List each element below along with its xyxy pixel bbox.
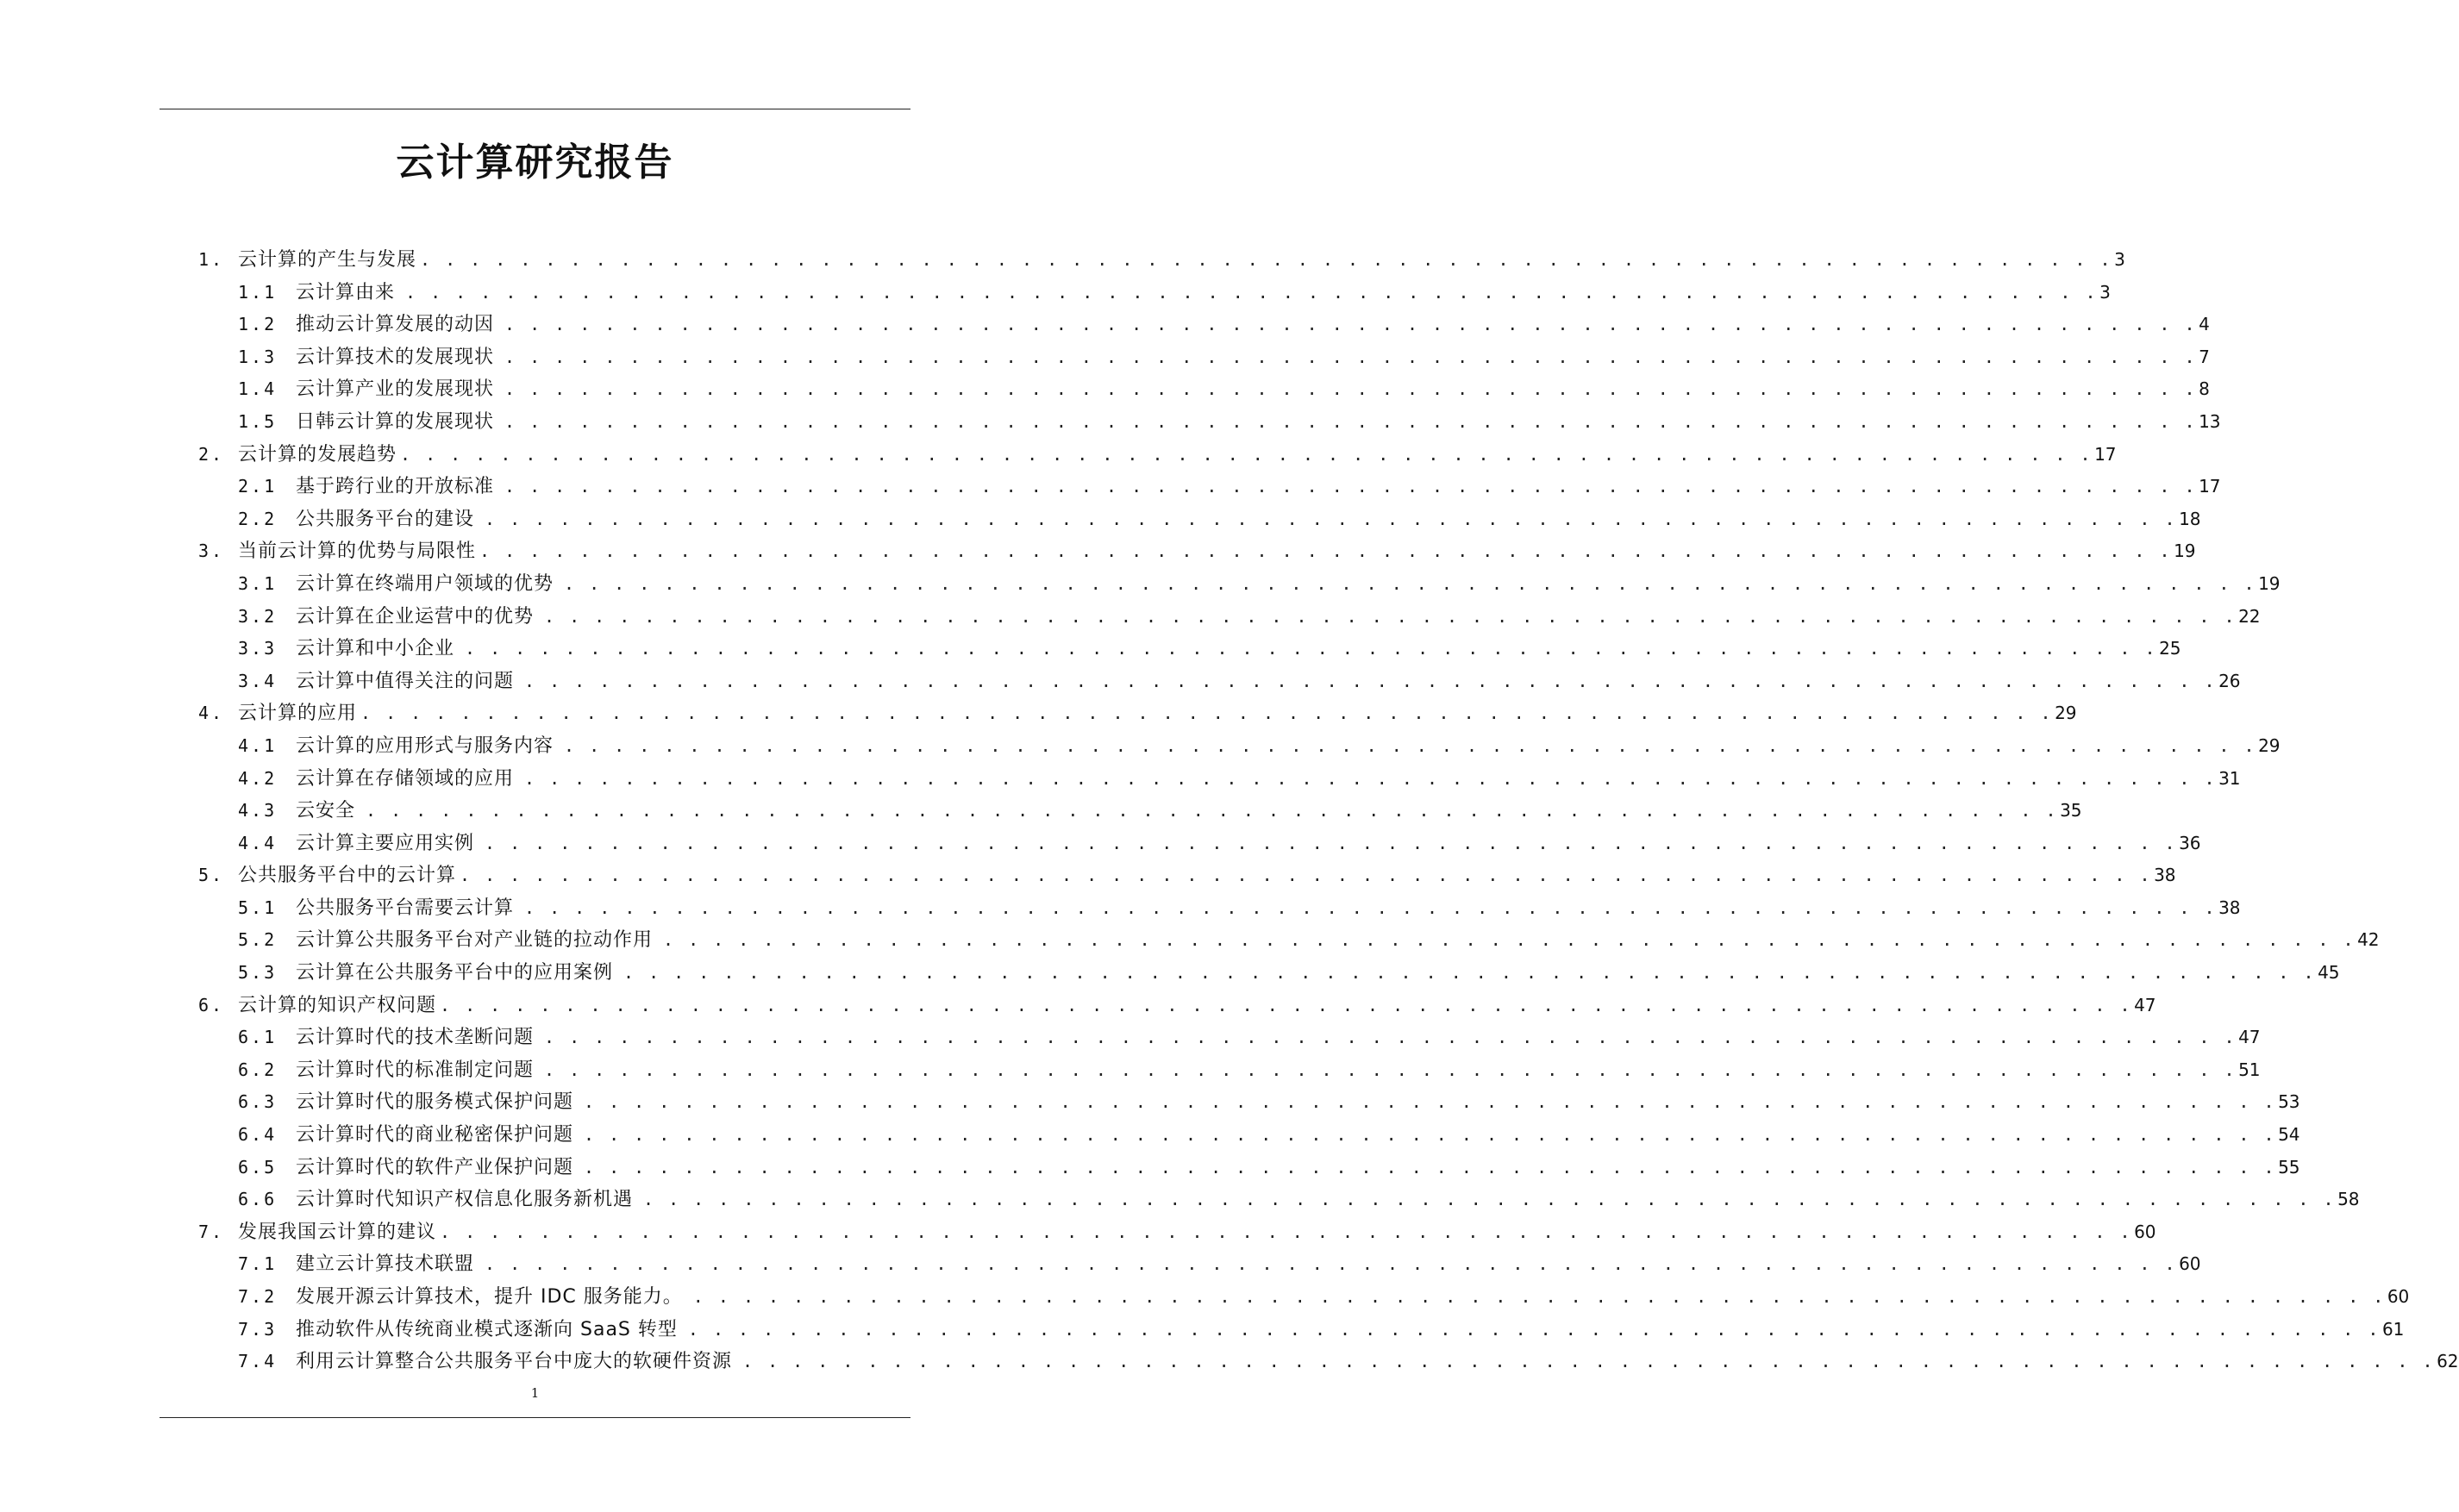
toc-entry-number: 1.3 xyxy=(238,346,278,367)
toc-dot-leader: . . . . . . . . . . . . . . . . . . . . . . . . . . . . . . . . . . . . . . . . . . . . . . . . . . . . . . . . . . . . . . . . . . . . xyxy=(584,1156,2277,1178)
toc-dot-leader: . . . . . . . . . . . . . . . . . . . . . . . . . . . . . . . . . . . . . . . . . . . . . . . . . . . . . . . . . . . . . . . . . . . . xyxy=(643,1189,2337,1210)
toc-section-entry[interactable] xyxy=(198,1022,2261,1054)
toc-entry-page: 17 xyxy=(2094,443,2117,465)
toc-section-entry[interactable] xyxy=(198,1054,2261,1087)
toc-entry-page: 26 xyxy=(2218,670,2241,691)
toc-entry-number: 4.2 xyxy=(238,767,278,789)
toc-entry-page: 22 xyxy=(2238,605,2261,627)
toc-entry-page: 61 xyxy=(2381,1318,2405,1340)
toc-entry-number: 5.1 xyxy=(238,897,278,918)
toc-entry-number: 4.3 xyxy=(238,800,278,822)
toc-entry-page: 25 xyxy=(2159,638,2181,659)
toc-entry-title: 发展开源云计算技术，提升 IDC 服务能力。 xyxy=(296,1286,683,1308)
toc-dot-leader: . . . . . . . . . . . . . . . . . . . . . . . . . . . . . . . . . . . . . . . . . . . . . . . . . . . . . . . . . . . . . . . . . . . . xyxy=(663,929,2356,951)
document-title: 云计算研究报告 xyxy=(396,141,674,184)
toc-entry-number: 6.3 xyxy=(238,1091,278,1113)
toc-entry-number: 4.1 xyxy=(238,734,278,756)
toc-section-entry[interactable] xyxy=(198,1184,2360,1216)
toc-entry-number: 4.4 xyxy=(238,832,278,853)
toc-entry-title: 云计算技术的发展现状 xyxy=(296,346,495,368)
toc-entry-title: 云计算在企业运营中的优势 xyxy=(296,605,535,628)
toc-dot-leader: . . . . . . . . . . . . . . . . . . . . . . . . . . . . . . . . . . . . . . . . . . . . . . . . . . . . . . . . . . . . . . . . . . . . xyxy=(564,572,2257,594)
toc-entry-page: 3 xyxy=(2114,249,2125,270)
toc-entry-number: 6. xyxy=(198,994,225,1015)
toc-entry-number: 7. xyxy=(198,1221,225,1242)
toc-chapter-entry[interactable] xyxy=(198,697,2077,730)
toc-section-entry[interactable] xyxy=(198,1346,2459,1378)
toc-section-entry[interactable] xyxy=(198,373,2210,406)
toc-entry-number: 1.1 xyxy=(238,281,278,303)
toc-entry-page: 53 xyxy=(2278,1091,2300,1113)
toc-section-entry[interactable] xyxy=(198,828,2201,860)
toc-section-entry[interactable] xyxy=(198,665,2241,698)
toc-entry-title: 云计算主要应用实例 xyxy=(296,832,475,854)
toc-section-entry[interactable] xyxy=(198,503,2201,536)
toc-chapter-entry[interactable] xyxy=(198,859,2176,892)
toc-dot-leader: . . . . . . . . . . . . . . . . . . . . . . . . . . . . . . . . . . . . . . . . . . . . . . . . . . . . . . . . . . . . . . . . . . . . xyxy=(623,962,2317,984)
toc-entry-number: 2. xyxy=(198,443,225,465)
toc-entry-title: 发展我国云计算的建议 xyxy=(238,1221,437,1243)
toc-entry-page: 47 xyxy=(2134,994,2156,1015)
toc-entry-title: 云计算由来 xyxy=(296,281,396,303)
toc-entry-title: 云计算产业的发展现状 xyxy=(296,378,495,401)
toc-entry-title: 云计算时代的软件产业保护问题 xyxy=(296,1156,574,1178)
toc-entry-title: 云计算时代知识产权信息化服务新机遇 xyxy=(296,1189,634,1211)
toc-dot-leader: . . . . . . . . . . . . . . . . . . . . . . . . . . . . . . . . . . . . . . . . . . . . . . . . . . . . . . . . . . . . . . . . . . . . xyxy=(692,1286,2386,1307)
toc-dot-leader: . . . . . . . . . . . . . . . . . . . . . . . . . . . . . . . . . . . . . . . . . . . . . . . . . . . . . . . . . . . . . . . . . . . . xyxy=(400,443,2093,465)
toc-entry-page: 54 xyxy=(2278,1124,2300,1146)
toc-entry-number: 5. xyxy=(198,865,225,886)
toc-entry-title: 云计算时代的技术垄断问题 xyxy=(296,1027,535,1049)
toc-entry-page: 31 xyxy=(2218,767,2241,789)
toc-entry-title: 日韩云计算的发展现状 xyxy=(296,410,495,433)
toc-entry-number: 3.3 xyxy=(238,638,278,659)
toc-entry-number: 3.4 xyxy=(238,670,278,691)
toc-entry-title: 云安全 xyxy=(296,800,356,822)
toc-entry-title: 云计算在公共服务平台中的应用案例 xyxy=(296,962,614,984)
toc-dot-leader: . . . . . . . . . . . . . . . . . . . . . . . . . . . . . . . . . . . . . . . . . . . . . . . . . . . . . . . . . . . . . . . . . . . . xyxy=(584,1091,2277,1113)
toc-entry-page: 35 xyxy=(2060,800,2082,822)
toc-dot-leader: . . . . . . . . . . . . . . . . . . . . . . . . . . . . . . . . . . . . . . . . . . . . . . . . . . . . . . . . . . . . . . . . . . . . xyxy=(479,540,2173,562)
footer-rule xyxy=(160,1417,910,1418)
toc-entry-title: 云计算和中小企业 xyxy=(296,638,455,660)
toc-section-entry[interactable] xyxy=(198,1248,2201,1281)
toc-entry-page: 60 xyxy=(2387,1286,2410,1307)
toc-dot-leader: . . . . . . . . . . . . . . . . . . . . . . . . . . . . . . . . . . . . . . . . . . . . . . . . . . . . . . . . . . . . . . . . . . . . xyxy=(420,249,2113,270)
toc-entry-number: 6.2 xyxy=(238,1059,278,1080)
toc-entry-page: 42 xyxy=(2357,929,2380,951)
toc-entry-number: 6.4 xyxy=(238,1124,278,1146)
toc-dot-leader: . . . . . . . . . . . . . . . . . . . . . . . . . . . . . . . . . . . . . . . . . . . . . . . . . . . . . . . . . . . . . . . . . . . . xyxy=(485,832,2178,853)
toc-dot-leader: . . . . . . . . . . . . . . . . . . . . . . . . . . . . . . . . . . . . . . . . . . . . . . . . . . . . . . . . . . . . . . . . . . . . xyxy=(504,346,2198,367)
toc-chapter-entry[interactable] xyxy=(198,1216,2156,1249)
toc-entry-page: 55 xyxy=(2278,1156,2300,1178)
toc-section-entry[interactable] xyxy=(198,633,2181,665)
toc-entry-page: 36 xyxy=(2179,832,2201,853)
toc-entry-number: 5.3 xyxy=(238,962,278,984)
toc-entry-number: 6.1 xyxy=(238,1027,278,1048)
toc-section-entry[interactable] xyxy=(198,795,2082,828)
toc-section-entry[interactable] xyxy=(198,471,2221,503)
toc-entry-page: 7 xyxy=(2199,346,2210,367)
toc-entry-page: 45 xyxy=(2318,962,2340,984)
toc-entry-page: 4 xyxy=(2199,314,2210,335)
toc-entry-page: 29 xyxy=(2258,734,2281,756)
toc-entry-page: 60 xyxy=(2134,1221,2156,1242)
toc-chapter-entry[interactable] xyxy=(198,535,2196,568)
toc-dot-leader: . . . . . . . . . . . . . . . . . . . . . . . . . . . . . . . . . . . . . . . . . . . . . . . . . . . . . . . . . . . . . . . . . . . . xyxy=(524,897,2218,918)
toc-entry-title: 云计算中值得关注的问题 xyxy=(296,670,515,692)
toc-entry-number: 6.5 xyxy=(238,1156,278,1178)
toc-entry-page: 60 xyxy=(2179,1253,2201,1275)
toc-entry-title: 云计算的应用形式与服务内容 xyxy=(296,734,554,757)
toc-entry-number: 7.2 xyxy=(238,1286,278,1307)
toc-entry-page: 3 xyxy=(2099,281,2111,303)
toc-section-entry[interactable] xyxy=(198,1086,2300,1119)
toc-dot-leader: . . . . . . . . . . . . . . . . . . . . . . . . . . . . . . . . . . . . . . . . . . . . . . . . . . . . . . . . . . . . . . . . . . . . xyxy=(440,1221,2133,1242)
toc-section-entry[interactable] xyxy=(198,601,2261,634)
toc-dot-leader: . . . . . . . . . . . . . . . . . . . . . . . . . . . . . . . . . . . . . . . . . . . . . . . . . . . . . . . . . . . . . . . . . . . . xyxy=(584,1124,2277,1146)
toc-entry-page: 13 xyxy=(2199,410,2221,432)
toc-entry-number: 5.2 xyxy=(238,929,278,951)
toc-section-entry[interactable] xyxy=(198,892,2241,925)
toc-entry-title: 推动云计算发展的动因 xyxy=(296,314,495,336)
toc-section-entry[interactable] xyxy=(198,406,2221,439)
toc-dot-leader: . . . . . . . . . . . . . . . . . . . . . . . . . . . . . . . . . . . . . . . . . . . . . . . . . . . . . . . . . . . . . . . . . . . . xyxy=(465,638,2158,659)
toc-dot-leader: . . . . . . . . . . . . . . . . . . . . . . . . . . . . . . . . . . . . . . . . . . . . . . . . . . . . . . . . . . . . . . . . . . . . xyxy=(524,670,2218,691)
toc-entry-number: 1.2 xyxy=(238,314,278,335)
toc-section-entry[interactable] xyxy=(198,277,2111,309)
toc-section-entry[interactable] xyxy=(198,1119,2300,1152)
toc-entry-number: 2.2 xyxy=(238,508,278,529)
toc-entry-title: 云计算的应用 xyxy=(238,703,358,725)
toc-entry-number: 7.1 xyxy=(238,1253,278,1275)
toc-entry-page: 38 xyxy=(2154,865,2176,886)
toc-entry-number: 1. xyxy=(198,249,225,270)
page-number: 1 xyxy=(530,1385,540,1401)
toc-entry-title: 云计算时代的服务模式保护问题 xyxy=(296,1091,574,1114)
toc-entry-title: 云计算公共服务平台对产业链的拉动作用 xyxy=(296,929,654,952)
toc-entry-page: 19 xyxy=(2258,572,2281,594)
toc-entry-number: 1.5 xyxy=(238,410,278,432)
toc-entry-title: 云计算在终端用户领域的优势 xyxy=(296,572,554,595)
toc-dot-leader: . . . . . . . . . . . . . . . . . . . . . . . . . . . . . . . . . . . . . . . . . . . . . . . . . . . . . . . . . . . . . . . . . . . . xyxy=(504,476,2198,497)
toc-entry-number: 6.6 xyxy=(238,1189,278,1210)
toc-section-entry[interactable] xyxy=(198,341,2210,374)
toc-entry-page: 18 xyxy=(2179,508,2201,529)
toc-section-entry[interactable] xyxy=(198,763,2241,796)
toc-entry-page: 58 xyxy=(2337,1189,2360,1210)
toc-entry-page: 19 xyxy=(2174,540,2196,562)
toc-entry-page: 29 xyxy=(2055,703,2077,724)
toc-entry-title: 云计算的知识产权问题 xyxy=(238,994,437,1016)
toc-dot-leader: . . . . . . . . . . . . . . . . . . . . . . . . . . . . . . . . . . . . . . . . . . . . . . . . . . . . . . . . . . . . . . . . . . . . xyxy=(544,605,2237,627)
toc-chapter-entry[interactable] xyxy=(198,990,2156,1022)
toc-dot-leader: . . . . . . . . . . . . . . . . . . . . . . . . . . . . . . . . . . . . . . . . . . . . . . . . . . . . . . . . . . . . . . . . . . . . xyxy=(742,1351,2436,1372)
toc-entry-title: 推动软件从传统商业模式逐渐向 SaaS 转型 xyxy=(296,1318,678,1340)
toc-dot-leader: . . . . . . . . . . . . . . . . . . . . . . . . . . . . . . . . . . . . . . . . . . . . . . . . . . . . . . . . . . . . . . . . . . . . xyxy=(485,1253,2178,1275)
toc-entry-title: 公共服务平台需要云计算 xyxy=(296,897,515,919)
toc-entry-number: 3.1 xyxy=(238,572,278,594)
toc-section-entry[interactable] xyxy=(198,1314,2405,1346)
toc-dot-leader: . . . . . . . . . . . . . . . . . . . . . . . . . . . . . . . . . . . . . . . . . . . . . . . . . . . . . . . . . . . . . . . . . . . . xyxy=(544,1027,2237,1048)
toc-entry-title: 云计算在存储领域的应用 xyxy=(296,767,515,790)
toc-entry-page: 8 xyxy=(2199,378,2210,400)
toc-entry-title: 建立云计算技术联盟 xyxy=(296,1253,475,1276)
toc-entry-title: 云计算时代的商业秘密保护问题 xyxy=(296,1124,574,1146)
toc-section-entry[interactable] xyxy=(198,1152,2300,1184)
toc-entry-number: 7.3 xyxy=(238,1318,278,1340)
toc-entry-page: 51 xyxy=(2238,1059,2261,1080)
toc-section-entry[interactable] xyxy=(198,730,2281,763)
toc-dot-leader: . . . . . . . . . . . . . . . . . . . . . . . . . . . . . . . . . . . . . . . . . . . . . . . . . . . . . . . . . . . . . . . . . . . . xyxy=(405,281,2099,303)
toc-dot-leader: . . . . . . . . . . . . . . . . . . . . . . . . . . . . . . . . . . . . . . . . . . . . . . . . . . . . . . . . . . . . . . . . . . . . xyxy=(440,994,2133,1015)
toc-dot-leader: . . . . . . . . . . . . . . . . . . . . . . . . . . . . . . . . . . . . . . . . . . . . . . . . . . . . . . . . . . . . . . . . . . . . xyxy=(544,1059,2237,1080)
toc-dot-leader: . . . . . . . . . . . . . . . . . . . . . . . . . . . . . . . . . . . . . . . . . . . . . . . . . . . . . . . . . . . . . . . . . . . . xyxy=(687,1318,2381,1340)
toc-dot-leader: . . . . . . . . . . . . . . . . . . . . . . . . . . . . . . . . . . . . . . . . . . . . . . . . . . . . . . . . . . . . . . . . . . . . xyxy=(504,314,2198,335)
table-of-contents xyxy=(198,244,2459,1378)
toc-entry-page: 62 xyxy=(2437,1351,2459,1372)
toc-entry-title: 公共服务平台的建设 xyxy=(296,508,475,530)
toc-entry-page: 38 xyxy=(2218,897,2241,918)
toc-dot-leader: . . . . . . . . . . . . . . . . . . . . . . . . . . . . . . . . . . . . . . . . . . . . . . . . . . . . . . . . . . . . . . . . . . . . xyxy=(564,734,2257,756)
toc-dot-leader: . . . . . . . . . . . . . . . . . . . . . . . . . . . . . . . . . . . . . . . . . . . . . . . . . . . . . . . . . . . . . . . . . . . . xyxy=(366,800,2059,822)
toc-entry-title: 当前云计算的优势与局限性 xyxy=(238,540,477,563)
toc-section-entry[interactable] xyxy=(198,568,2281,601)
toc-entry-number: 3. xyxy=(198,540,225,562)
toc-entry-title: 云计算时代的标准制定问题 xyxy=(296,1059,535,1081)
toc-dot-leader: . . . . . . . . . . . . . . . . . . . . . . . . . . . . . . . . . . . . . . . . . . . . . . . . . . . . . . . . . . . . . . . . . . . . xyxy=(504,410,2198,432)
toc-entry-page: 17 xyxy=(2199,476,2221,497)
toc-entry-title: 云计算的产生与发展 xyxy=(238,249,417,271)
toc-chapter-entry[interactable] xyxy=(198,439,2117,472)
toc-entry-number: 2.1 xyxy=(238,476,278,497)
toc-dot-leader: . . . . . . . . . . . . . . . . . . . . . . . . . . . . . . . . . . . . . . . . . . . . . . . . . . . . . . . . . . . . . . . . . . . . xyxy=(360,703,2054,724)
toc-dot-leader: . . . . . . . . . . . . . . . . . . . . . . . . . . . . . . . . . . . . . . . . . . . . . . . . . . . . . . . . . . . . . . . . . . . . xyxy=(504,378,2198,400)
toc-section-entry[interactable] xyxy=(198,309,2210,341)
toc-section-entry[interactable] xyxy=(198,1281,2410,1314)
toc-section-entry[interactable] xyxy=(198,924,2380,957)
toc-entry-page: 47 xyxy=(2238,1027,2261,1048)
toc-section-entry[interactable] xyxy=(198,957,2340,990)
toc-entry-title: 基于跨行业的开放标准 xyxy=(296,476,495,498)
toc-entry-title: 利用云计算整合公共服务平台中庞大的软硬件资源 xyxy=(296,1351,733,1373)
toc-dot-leader: . . . . . . . . . . . . . . . . . . . . . . . . . . . . . . . . . . . . . . . . . . . . . . . . . . . . . . . . . . . . . . . . . . . . xyxy=(485,508,2178,529)
toc-chapter-entry[interactable] xyxy=(198,244,2125,277)
toc-entry-number: 7.4 xyxy=(238,1351,278,1372)
toc-entry-number: 1.4 xyxy=(238,378,278,400)
toc-entry-title: 云计算的发展趋势 xyxy=(238,443,397,465)
toc-entry-number: 4. xyxy=(198,703,225,724)
toc-dot-leader: . . . . . . . . . . . . . . . . . . . . . . . . . . . . . . . . . . . . . . . . . . . . . . . . . . . . . . . . . . . . . . . . . . . . xyxy=(524,767,2218,789)
toc-dot-leader: . . . . . . . . . . . . . . . . . . . . . . . . . . . . . . . . . . . . . . . . . . . . . . . . . . . . . . . . . . . . . . . . . . . . xyxy=(460,865,2153,886)
toc-entry-number: 3.2 xyxy=(238,605,278,627)
toc-entry-title: 公共服务平台中的云计算 xyxy=(238,865,457,887)
